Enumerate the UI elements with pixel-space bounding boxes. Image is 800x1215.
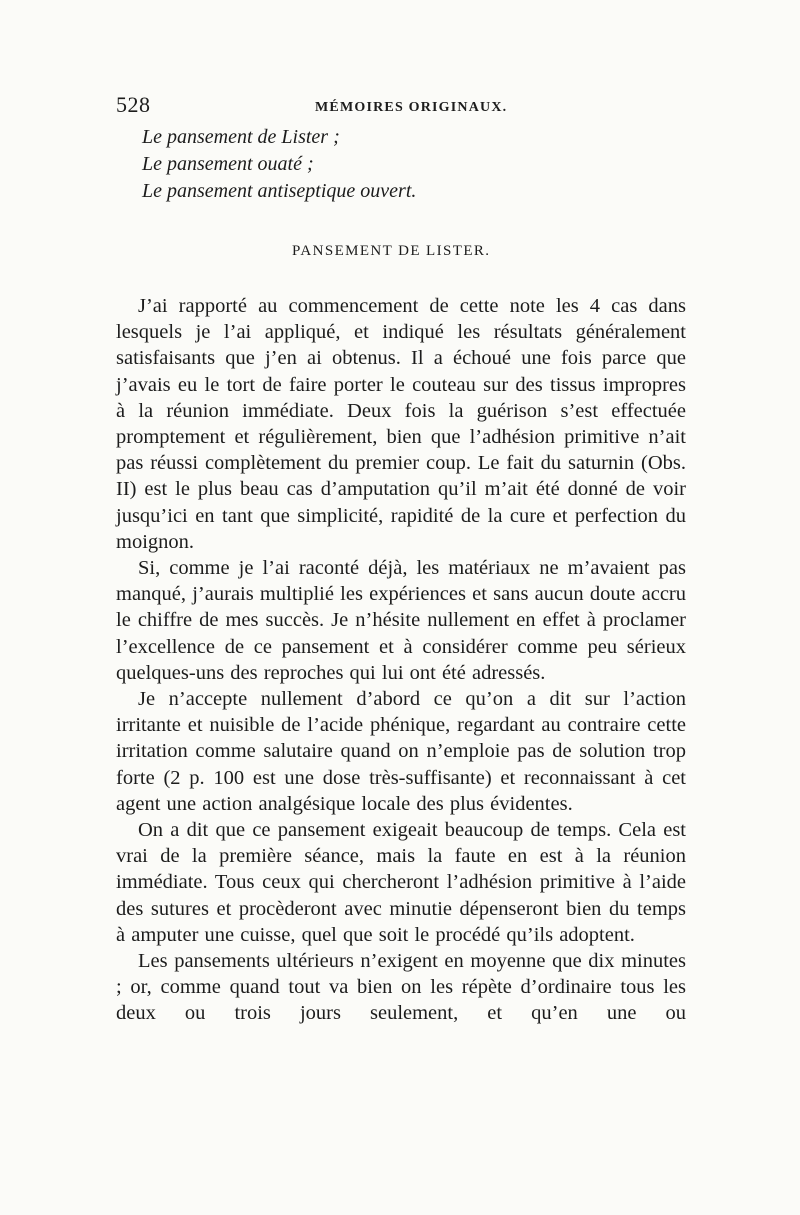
paragraph: Je n’accepte nullement d’abord ce qu’on a dit sur l’action irritante et nuisible de l’acide phénique, regardant au contraire cette irritation comme salutaire quand on n’emploie pas de solution trop forte (2 p. 100 est une dose très-suffisante) et reconnaissant à cet agent une action analgésique locale des plus évidentes. — [116, 688, 686, 815]
page-number: 528 — [116, 92, 151, 117]
running-head: MÉMOIRES ORIGINAUX. — [315, 100, 508, 115]
list-item: Le pansement ouaté ; — [142, 153, 314, 175]
list-item: Le pansement de Lister ; — [142, 126, 340, 148]
paragraph: On a dit que ce pansement exigeait beaucoup de temps. Cela est vrai de la première séance, mais la faute en est à la réunion immédiate. Tous ceux qui chercheront l’adhésion primitive à l’aide des sutures et procèderont avec minutie dépenseront bien du temps à amputer une cuisse, quel que soit le procédé qu’ils adoptent. — [116, 819, 686, 946]
body-text — [116, 293, 686, 1027]
section-heading: PANSEMENT DE LISTER. — [292, 243, 491, 259]
paragraph: J’ai rapporté au commencement de cette note les 4 cas dans lesquels je l’ai appliqué, et indiqué les résultats généralement satisfaisants que j’en ai obtenus. Il a échoué une fois parce que j’avais eu le tort de faire porter le couteau sur des tissus impropres à la réunion immédiate. Deux fois la guérison s’est effectuée promptement et régulièrement, bien que l’adhésion primitive n’ait pas réussi complètement du premier coup. Le fait du saturnin (Obs. II) est le plus beau cas d’amputation qu’il m’ait été donné de voir jusqu’ici en tant que simplicité, rapidité de la cure et perfection du moignon. — [116, 295, 686, 553]
list-item: Le pansement antiseptique ouvert. — [142, 180, 417, 202]
paragraph: Si, comme je l’ai raconté déjà, les matériaux ne m’avaient pas manqué, j’aurais multiplié les expériences et sans aucun doute accru le chiffre de mes succès. Je n’hésite nullement en effet à proclamer l’excellence de ce pansement et à considérer comme peu sérieux quelques-uns des reproches qui lui ont été adressés. — [116, 557, 686, 684]
paragraph: Les pansements ultérieurs n’exigent en moyenne que dix minutes ; or, comme quand tout va bien on les répète d’ordinaire tous les deux ou trois jours seulement, et qu’en une ou — [116, 950, 686, 1025]
dressing-list — [142, 124, 416, 205]
